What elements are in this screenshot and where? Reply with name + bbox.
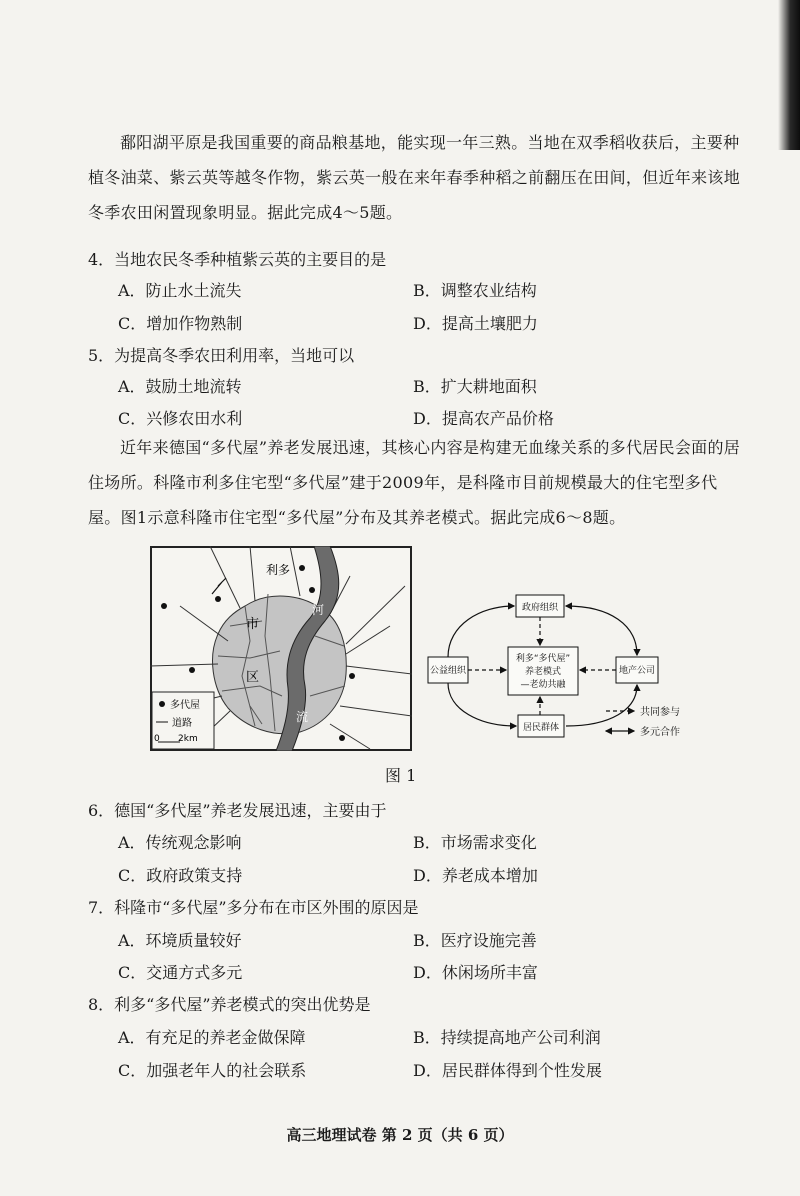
q4-option-b[interactable]: B．调整农业结构	[413, 281, 537, 300]
legend-road: 道路	[172, 718, 192, 729]
q6-option-c[interactable]: C．政府政策支持	[118, 866, 243, 885]
q8-option-d[interactable]: D．居民群体得到个性发展	[413, 1061, 602, 1080]
passage-2: 近年来德国“多代屋”养老发展迅速，其核心内容是构建无血缘关系的多代居民会面的居住场所。科隆市利多住宅型“多代屋”建于2009年，是科隆市目前规模最大的住宅型多代屋。图1示意科隆市住宅型“多代屋”分布及其养老模式。据此完成6～8题。	[88, 438, 741, 527]
passage-1: 鄱阳湖平原是我国重要的商品粮基地，能实现一年三熟。当地在双季稻收获后，主要种植冬油菜、紫云英等越冬作物，紫云英一般在来年春季种稻之前翻压在田间，但近年来该地冬季农田闲置现象明显。据此完成4～5题。	[88, 133, 741, 222]
label-liduo: 利多	[266, 563, 291, 577]
q6-option-a[interactable]: A．传统观念影响	[118, 833, 242, 852]
house-marker	[189, 667, 195, 673]
city-map	[150, 546, 412, 751]
label-he: 河	[312, 603, 325, 617]
question-4-stem: 4．当地农民冬季种植紫云英的主要目的是	[88, 250, 387, 269]
legend-house: 多代屋	[170, 700, 200, 711]
legend-dashed: 共同参与	[640, 707, 680, 718]
page-footer: 高三地理试卷 第 2 页（共 6 页）	[286, 1126, 514, 1144]
figure-caption: 图 1	[385, 766, 417, 785]
q5-option-a[interactable]: A．鼓励土地流转	[118, 377, 242, 396]
label-gov: 政府组织	[521, 603, 559, 613]
q5-option-d[interactable]: D．提高农产品价格	[413, 409, 554, 428]
map-legend	[152, 692, 214, 749]
house-marker	[309, 587, 315, 593]
label-center-3: —老幼共融	[520, 680, 566, 690]
q8-option-a[interactable]: A．有充足的养老金做保障	[118, 1028, 306, 1047]
q4-option-d[interactable]: D．提高土壤肥力	[413, 314, 538, 333]
q4-option-c[interactable]: C．增加作物熟制	[118, 314, 243, 333]
q7-option-b[interactable]: B．医疗设施完善	[413, 931, 537, 950]
q5-option-c[interactable]: C．兴修农田水利	[118, 409, 243, 428]
question-5-stem: 5．为提高冬季农田利用率，当地可以	[88, 346, 355, 365]
q5-option-b[interactable]: B．扩大耕地面积	[413, 377, 537, 396]
house-marker	[215, 596, 221, 602]
label-liu: 流	[296, 710, 309, 724]
scale-zero: 0	[154, 734, 160, 744]
label-center-1: 利多“多代屋”	[515, 654, 571, 664]
question-7-stem: 7．科隆市“多代屋”多分布在市区外围的原因是	[88, 898, 419, 917]
label-center-2: 养老模式	[524, 667, 562, 677]
label-estate: 地产公司	[618, 666, 656, 676]
q6-option-b[interactable]: B．市场需求变化	[413, 833, 537, 852]
scale-distance: 2km	[178, 734, 198, 744]
q7-option-c[interactable]: C．交通方式多元	[118, 963, 243, 982]
question-8-stem: 8．利多“多代屋”养老模式的突出优势是	[88, 995, 371, 1014]
q8-option-b[interactable]: B．持续提高地产公司利润	[413, 1028, 601, 1047]
house-marker	[299, 565, 305, 571]
model-diagram	[420, 585, 720, 745]
q6-option-d[interactable]: D．养老成本增加	[413, 866, 538, 885]
house-marker	[349, 673, 355, 679]
page-edge-shadow	[778, 0, 800, 150]
label-residents: 居民群体	[522, 723, 560, 733]
label-public: 公益组织	[429, 666, 467, 676]
q7-option-a[interactable]: A．环境质量较好	[118, 931, 242, 950]
q7-option-d[interactable]: D．休闲场所丰富	[413, 963, 538, 982]
legend-solid: 多元合作	[640, 727, 680, 738]
question-6-stem: 6．德国“多代屋”养老发展迅速，主要由于	[88, 801, 387, 820]
label-shi: 市	[246, 617, 260, 632]
house-marker	[339, 735, 345, 741]
house-marker	[161, 603, 167, 609]
q8-option-c[interactable]: C．加强老年人的社会联系	[118, 1061, 307, 1080]
label-qu: 区	[246, 670, 260, 685]
q4-option-a[interactable]: A．防止水土流失	[118, 281, 242, 300]
